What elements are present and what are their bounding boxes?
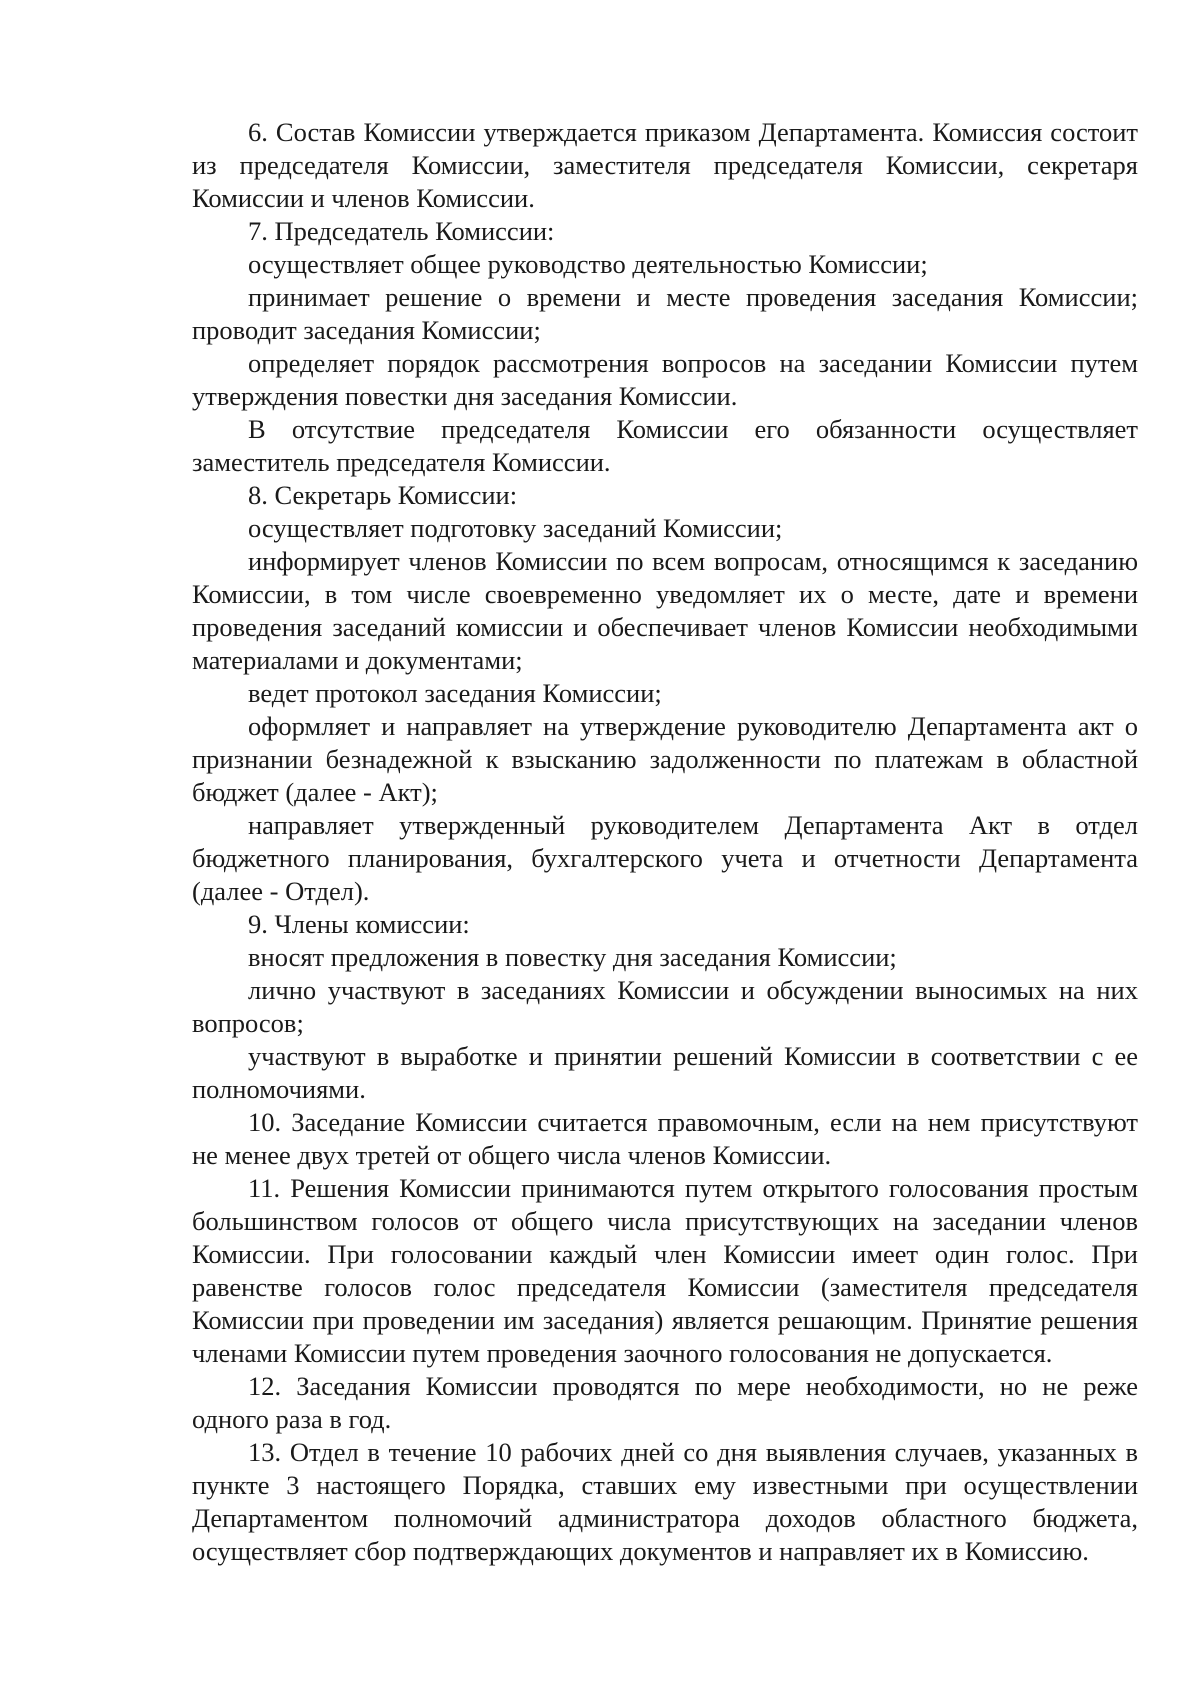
- paragraph-11-voting: 11. Решения Комиссии принимаются путем открытого голосования простым большинством голосов от общего числа присутствующих на заседании членов Комиссии. При голосовании каждый член Комиссии имеет один голос. При равенстве голосов голос председателя Комиссии (заместителя председателя Комиссии при проведении им заседания) является решающим. Принятие решения членами Комиссии путем проведения заочного голосования не допускается.: [192, 1173, 1138, 1368]
- paragraph-8-item-act-approval: оформляет и направляет на утверждение руководителю Департамента акт о признании безнадежной к взысканию задолженности по платежам в областной бюджет (далее - Акт);: [192, 711, 1138, 807]
- paragraph-8-secretary-heading: 8. Секретарь Комиссии:: [248, 480, 518, 510]
- paragraph-6-commission-composition: 6. Состав Комиссии утверждается приказом Департамента. Комиссия состоит из председателя Комиссии, заместителя председателя Комиссии, секретаря Комиссии и членов Комиссии.: [192, 117, 1138, 213]
- paragraph-13-department-documents: 13. Отдел в течение 10 рабочих дней со дня выявления случаев, указанных в пункте 3 настоящего Порядка, ставших ему известными при осуществлении Департаментом полномочий администратора доходов областного бюджета, осуществляет сбор подтверждающих документов и направляет их в Комиссию.: [192, 1437, 1138, 1566]
- paragraph-8-item-protocol: ведет протокол заседания Комиссии;: [248, 678, 662, 708]
- paragraph-7-item-general-management: осуществляет общее руководство деятельностью Комиссии;: [248, 249, 928, 279]
- paragraph-7-item-agenda: определяет порядок рассмотрения вопросов на заседании Комиссии путем утверждения повестки дня заседания Комиссии.: [192, 348, 1138, 411]
- paragraph-7-chairman-heading: 7. Председатель Комиссии:: [248, 216, 555, 246]
- document-page: [192, 116, 1138, 1568]
- paragraph-7-deputy-duties: В отсутствие председателя Комиссии его обязанности осуществляет заместитель председателя Комиссии.: [192, 414, 1138, 477]
- paragraph-9-members-heading: 9. Члены комиссии:: [248, 909, 470, 939]
- paragraph-8-item-informing: информирует членов Комиссии по всем вопросам, относящимся к заседанию Комиссии, в том числе своевременно уведомляет их о месте, дате и времени проведения заседаний комиссии и обеспечивает членов Комиссии необходимыми материалами и документами;: [192, 546, 1138, 675]
- paragraph-9-item-decisions: участвуют в выработке и принятии решений Комиссии в соответствии с ее полномочиями.: [192, 1041, 1138, 1104]
- paragraph-8-item-preparation: осуществляет подготовку заседаний Комиссии;: [248, 513, 783, 543]
- paragraph-9-item-proposals: вносят предложения в повестку дня заседания Комиссии;: [248, 942, 897, 972]
- paragraph-12-meeting-frequency: 12. Заседания Комиссии проводятся по мере необходимости, но не реже одного раза в год.: [192, 1371, 1138, 1434]
- paragraph-8-item-act-sending: направляет утвержденный руководителем Департамента Акт в отдел бюджетного планирования, бухгалтерского учета и отчетности Департамента (далее - Отдел).: [192, 810, 1138, 906]
- paragraph-9-item-participation: лично участвуют в заседаниях Комиссии и обсуждении выносимых на них вопросов;: [192, 975, 1138, 1038]
- paragraph-7-item-meeting-decision: принимает решение о времени и месте проведения заседания Комиссии; проводит заседания Комиссии;: [192, 282, 1138, 345]
- paragraph-10-quorum: 10. Заседание Комиссии считается правомочным, если на нем присутствуют не менее двух третей от общего числа членов Комиссии.: [192, 1107, 1138, 1170]
